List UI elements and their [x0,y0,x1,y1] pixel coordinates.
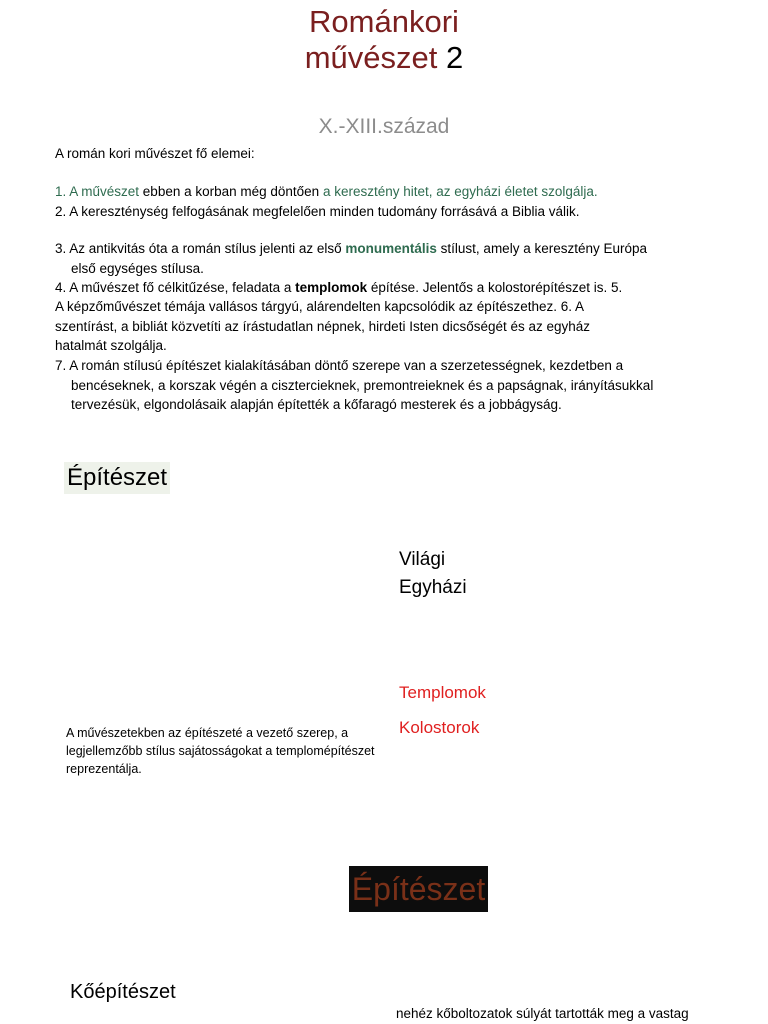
title-line-1: Románkori [309,4,459,39]
item3-line-2: első egységes stílusa. [71,260,204,276]
item3-line-1 [55,239,715,259]
title-word: művészet [304,40,438,75]
item7-line-1: 7. A román stílusú építészet kialakításában döntő szerepe van a szerzetességnek, kezdetben a [55,358,624,373]
architecture-note: A művészetekben az építészeté a vezető szerep, a legjellemzőbb stílus sajátosságokat a templomépítészet reprezentálja. [66,726,375,776]
list-item-5 [55,297,715,356]
bottom-text-line: nehéz kőboltozatok súlyát tartották meg a vastag [396,1006,689,1021]
item3-after: stílust, amely a keresztény Európa [436,241,648,256]
page-subtitle: X.-XIII.század [318,115,450,138]
list-item-3 [55,239,715,278]
list-item-2: 2. A kereszténység felfogásának megfelelően minden tudomány forrásává a Biblia válik. [55,204,580,219]
title-number: 2 [446,40,464,75]
title-line-2 [0,40,768,76]
item5-line-2: szentírást, a bibliát közvetíti az írástudatlan népnek, hirdeti Isten dicsőségét és az egyház [55,318,591,334]
section-heading: Építészet [64,462,170,494]
category-item: Egyházi [399,577,467,598]
red-item-templomok: Templomok [399,683,486,702]
item5-line-1: A képzőművészet témája vallásos tárgyú, alárendelten kapcsolódik az építészethez. 6. A [55,299,585,314]
stone-architecture-heading: Kőépítészet [70,981,176,1003]
item4-bold: templomok [295,280,368,295]
item1-green-start: 1. A művészet [55,184,140,199]
dark-heading-box: Építészet [349,866,488,912]
item4-after: építése. Jelentős a kolostorépítészet is. 5. [367,280,623,295]
red-item-kolostorok: Kolostorok [399,718,480,737]
item7-line-2: bencéseknek, a korszak végén a cisztercieknek, premontreieknek és a papságnak, irányításukkal [71,377,654,393]
item3-bold: monumentális [345,241,437,256]
item3-before: 3. Az antikvitás óta a román stílus jelenti az első [55,241,346,256]
item1-middle: ebben a korban még döntően [139,184,323,199]
list-item-4 [55,278,715,298]
item4-before: 4. A művészet fő célkitűzése, feladata a [55,280,296,295]
item5-line-3: hatalmát szolgálja. [55,338,167,353]
list-item-1 [55,182,715,202]
list-item-7 [55,356,715,415]
item1-green-end: a keresztény hitet, az egyházi életet szolgálja. [322,184,598,199]
item7-line-3: tervezésük, elgondolásaik alapján építették a kőfaragó mesterek és a jobbágyság. [71,397,562,412]
category-list [399,546,467,602]
category-item: Világi [399,549,446,570]
page-title [0,4,768,76]
intro-text: A román kori művészet fő elemei: [55,146,255,161]
